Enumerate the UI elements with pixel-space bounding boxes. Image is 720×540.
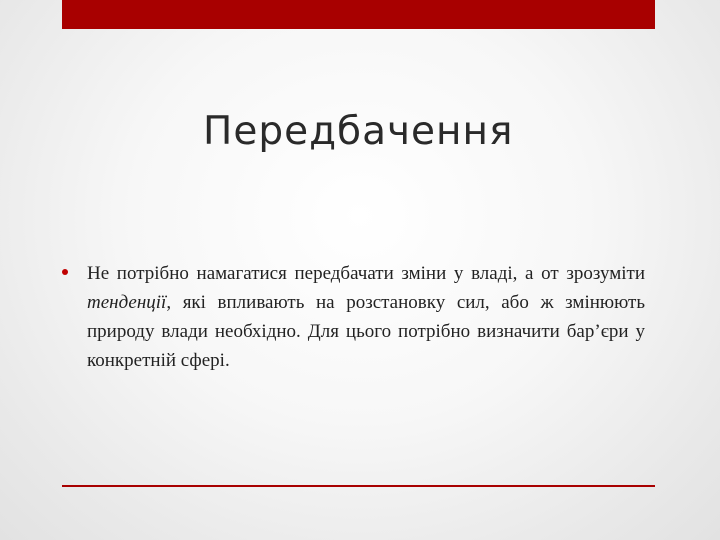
bullet-marker: [62, 269, 68, 275]
bullet-text-part-2: , які впливають на розстановку сил, або ж змінюють природу влади необхідно. Для цього потрібно визначити бар’єри у конкретній сфері.: [87, 292, 645, 371]
bullet-item-text: [87, 259, 645, 375]
bottom-divider: [62, 485, 655, 487]
slide-title: Передбачення: [203, 109, 514, 154]
bullet-text-part-1: Не потрібно намагатися передбачати зміни у владі, а от зрозуміти: [87, 263, 645, 284]
bullet-list: [62, 259, 645, 375]
top-accent-bar: [62, 0, 655, 29]
bullet-emphasis: тенденції: [87, 292, 167, 313]
